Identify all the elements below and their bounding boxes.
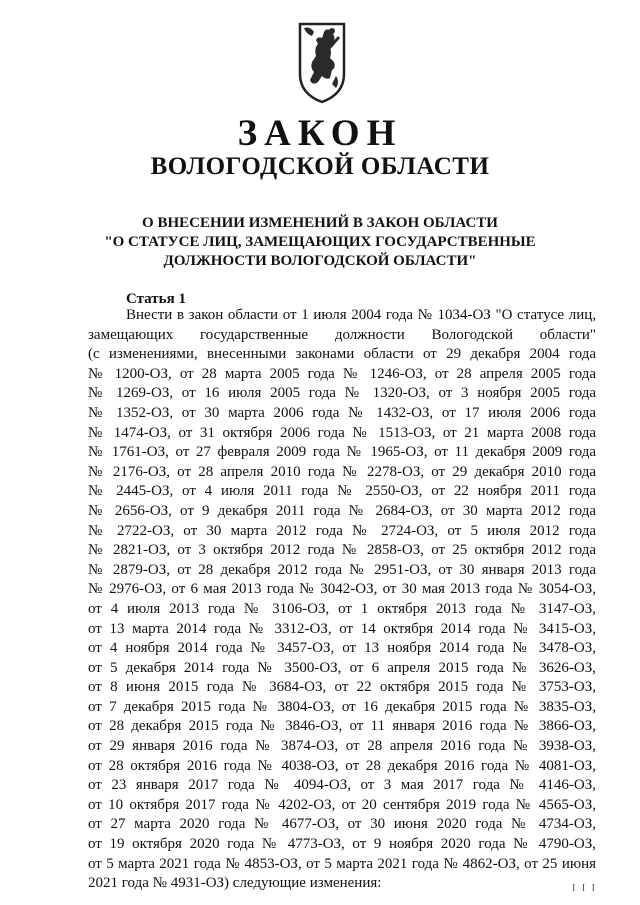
body-line: № 2445-ОЗ, от 4 июля 2011 года № 2550-ОЗ, от 22 ноября 2011 года [88, 483, 596, 500]
body-line: от 5 декабря 2014 года № 3500-ОЗ, от 6 апреля 2015 года № 3626-ОЗ, [88, 659, 596, 676]
body-line: № 1269-ОЗ, от 16 июля 2005 года № 1320-ОЗ, от 3 ноября 2005 года [88, 385, 596, 402]
heading-line: ДОЛЖНОСТИ ВОЛОГОДСКОЙ ОБЛАСТИ" [163, 253, 477, 269]
law-heading [0, 214, 640, 271]
heading-line: "О СТАТУСЕ ЛИЦ, ЗАМЕЩАЮЩИХ ГОСУДАРСТВЕННЫЕ [104, 234, 536, 250]
body-line: от 13 марта 2014 года № 3312-ОЗ, от 14 октября 2014 года № 3415-ОЗ, [88, 620, 596, 637]
body-line: от 28 октября 2016 года № 4038-ОЗ, от 28 декабря 2016 года № 4081-ОЗ, [88, 757, 596, 774]
body-line: № 2722-ОЗ, от 30 марта 2012 года № 2724-ОЗ, от 5 июля 2012 года [88, 522, 596, 539]
body-line: № 2656-ОЗ, от 9 декабря 2011 года № 2684-ОЗ, от 30 марта 2012 года [88, 502, 596, 519]
body-line: от 5 марта 2021 года № 4853-ОЗ, от 5 марта 2021 года № 4862-ОЗ, от 25 июня [88, 855, 596, 872]
document-region: ВОЛОГОДСКОЙ ОБЛАСТИ [150, 153, 490, 180]
body-line: от 28 декабря 2015 года № 3846-ОЗ, от 11 января 2016 года № 3866-ОЗ, [88, 718, 596, 735]
document-title: ЗАКОН [237, 113, 403, 154]
body-line: от 23 января 2017 года № 4094-ОЗ, от 3 мая 2017 года № 4146-ОЗ, [88, 777, 596, 794]
body-line: от 4 ноября 2014 года № 3457-ОЗ, от 13 ноября 2014 года № 3478-ОЗ, [88, 640, 596, 657]
body-line: от 4 июля 2013 года № 3106-ОЗ, от 1 октября 2013 года № 3147-ОЗ, [88, 600, 596, 617]
body-line: от 19 октября 2020 года № 4773-ОЗ, от 9 ноября 2020 года № 4790-ОЗ, [88, 836, 596, 853]
body-line: Внести в закон области от 1 июля 2004 года № 1034-ОЗ "О статусе лиц, [126, 307, 596, 323]
body-line: 2021 года № 4931-ОЗ) следующие изменения: [88, 875, 382, 892]
coat-of-arms-icon [296, 22, 348, 104]
body-line: № 2821-ОЗ, от 3 октября 2012 года № 2858-ОЗ, от 25 октября 2012 года [88, 542, 596, 559]
body-line: № 1352-ОЗ, от 30 марта 2006 года № 1432-ОЗ, от 17 июля 2006 года [88, 404, 596, 421]
article-body [88, 306, 596, 894]
body-line: от 8 июня 2015 года № 3684-ОЗ, от 22 октября 2015 года № 3753-ОЗ, [88, 679, 596, 696]
body-line: № 2976-ОЗ, от 6 мая 2013 года № 3042-ОЗ, от 30 мая 2013 года № 3054-ОЗ, [88, 581, 596, 598]
body-line: от 29 января 2016 года № 3874-ОЗ, от 28 апреля 2016 года № 3938-ОЗ, [88, 738, 596, 755]
body-line: (с изменениями, внесенными законами области от 29 декабря 2004 года [88, 346, 596, 363]
body-line: № 1761-ОЗ, от 27 февраля 2009 года № 1965-ОЗ, от 11 декабря 2009 года [88, 444, 596, 461]
heading-line: О ВНЕСЕНИИ ИЗМЕНЕНИЙ В ЗАКОН ОБЛАСТИ [142, 215, 498, 231]
body-line: № 2879-ОЗ, от 28 декабря 2012 года № 2951-ОЗ, от 30 января 2013 года [88, 561, 596, 578]
body-line: № 1474-ОЗ, от 31 октября 2006 года № 1513-ОЗ, от 21 марта 2008 года [88, 424, 596, 441]
body-line: от 10 октября 2017 года № 4202-ОЗ, от 20 сентября 2019 года № 4565-ОЗ, [88, 796, 596, 813]
body-line: от 7 декабря 2015 года № 3804-ОЗ, от 16 декабря 2015 года № 3835-ОЗ, [88, 698, 596, 715]
article-label: Статья 1 [126, 291, 186, 307]
body-line: замещающих государственные должности Вологодской области" [88, 326, 596, 343]
page-number: I I I [572, 883, 597, 894]
body-line: № 2176-ОЗ, от 28 апреля 2010 года № 2278-ОЗ, от 29 декабря 2010 года [88, 463, 596, 480]
body-line: от 27 марта 2020 года № 4677-ОЗ, от 30 июня 2020 года № 4734-ОЗ, [88, 816, 596, 833]
body-line: № 1200-ОЗ, от 28 марта 2005 года № 1246-ОЗ, от 28 апреля 2005 года [88, 365, 596, 382]
